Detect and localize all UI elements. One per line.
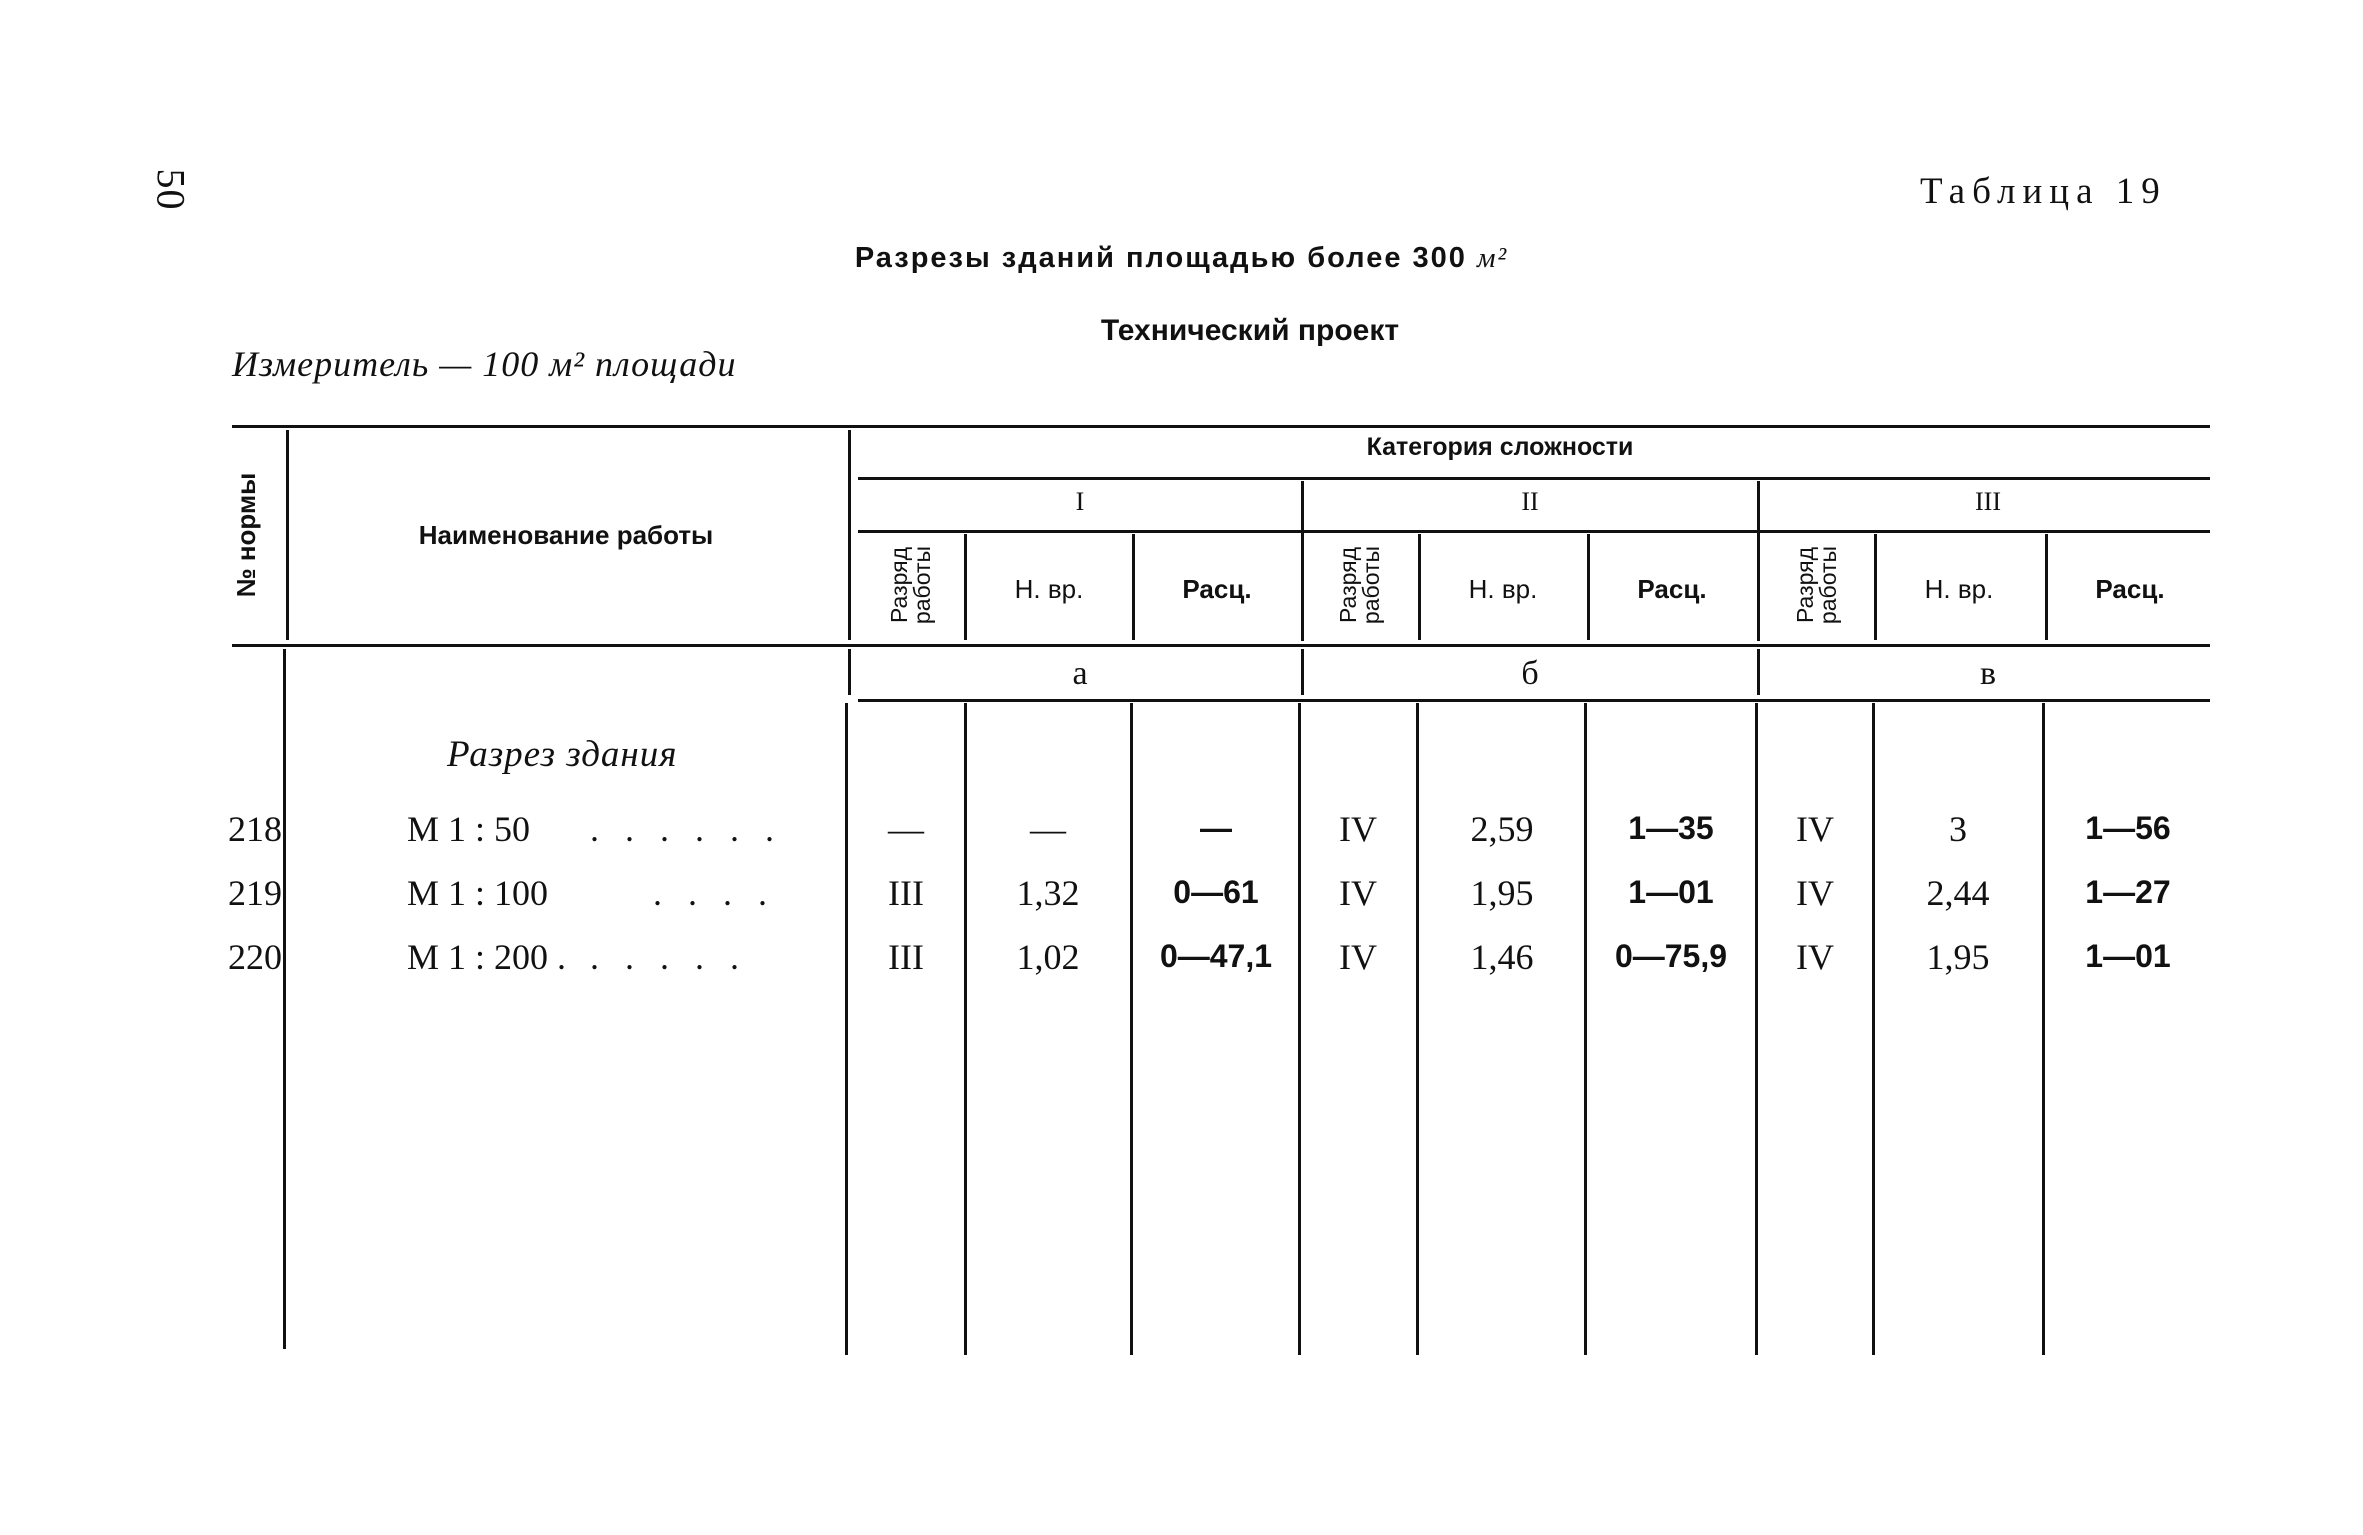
body-divider — [845, 703, 848, 1355]
group-header-3: III — [1975, 487, 2001, 516]
grade-cell: — — [888, 809, 924, 849]
norm-number: 220 — [228, 937, 282, 977]
work-name: М 1 : 100 — [407, 873, 549, 913]
group-header-2: II — [1521, 487, 1539, 516]
table-title — [0, 242, 2363, 275]
grade-header: Разряд работы — [1335, 545, 1384, 625]
rate-cell: 1—27 — [2085, 874, 2171, 910]
rate-cell: 0—47,1 — [1159, 938, 1273, 974]
rate-header: Расц. — [2095, 574, 2165, 604]
time-cell: — — [1030, 809, 1066, 849]
time-cell: 3 — [1949, 809, 1967, 849]
letter-divider — [1301, 649, 1304, 695]
table-top-rule — [232, 425, 2210, 428]
sub-divider — [1132, 534, 1135, 640]
rate-header: Расц. — [1637, 574, 1707, 604]
time-cell: 1,46 — [1470, 937, 1534, 977]
groups-rule — [858, 530, 2210, 533]
body-divider — [1755, 703, 1758, 1355]
time-cell: 1,95 — [1470, 873, 1534, 913]
title-unit: м² — [1476, 242, 1509, 274]
leader-dots: .... — [653, 873, 793, 913]
body-divider — [283, 649, 286, 1349]
subtitle: Технический проект — [1100, 314, 1400, 347]
time-cell: 1,95 — [1926, 937, 1990, 977]
body-divider — [1130, 703, 1133, 1355]
sub-divider — [1418, 534, 1421, 640]
rate-cell: 1—01 — [2085, 938, 2171, 974]
work-name: М 1 : 50 — [407, 809, 531, 849]
rate-cell: 1—35 — [1628, 810, 1714, 846]
category-rule — [858, 477, 2210, 480]
col-divider-norm — [286, 430, 289, 640]
letters-rule — [858, 699, 2210, 702]
time-cell: 1,32 — [1016, 873, 1080, 913]
grade-cell: III — [888, 937, 924, 977]
unit-note: Измеритель — 100 м² площади — [232, 344, 737, 384]
group-divider-1 — [1301, 481, 1304, 641]
work-name-header: Наименование работы — [418, 520, 714, 550]
grade-cell: IV — [1796, 937, 1834, 977]
time-cell: 2,59 — [1470, 809, 1534, 849]
time-header: Н. вр. — [1468, 574, 1538, 604]
time-cell: 1,02 — [1016, 937, 1080, 977]
body-divider — [964, 703, 967, 1355]
body-divider — [1298, 703, 1301, 1355]
letter-v: в — [1979, 655, 1997, 692]
letter-a: а — [1072, 655, 1088, 692]
body-divider — [1584, 703, 1587, 1355]
sub-divider — [964, 534, 967, 640]
norm-number: 219 — [228, 873, 282, 913]
norm-number-header: № нормы — [231, 472, 261, 598]
title-text: Разрезы зданий площадью более 300 — [854, 242, 1467, 274]
work-name: М 1 : 200 . — [407, 937, 567, 977]
body-divider — [1416, 703, 1419, 1355]
norm-number: 218 — [228, 809, 282, 849]
grade-header: Разряд работы — [886, 545, 935, 625]
grade-cell: IV — [1339, 873, 1377, 913]
page-number: 50 — [148, 168, 194, 211]
sub-divider — [1587, 534, 1590, 640]
body-divider — [1872, 703, 1875, 1355]
group-header-1: I — [1075, 487, 1085, 516]
sub-divider — [1874, 534, 1877, 640]
rate-cell: 1—01 — [1628, 874, 1714, 910]
section-title: Разрез здания — [447, 734, 678, 775]
time-header: Н. вр. — [1014, 574, 1084, 604]
sub-divider — [2045, 534, 2048, 640]
header-bottom-rule — [232, 644, 2210, 647]
grade-cell: IV — [1339, 937, 1377, 977]
letter-divider — [848, 649, 851, 695]
leader-dots: ...... — [590, 809, 800, 849]
grade-cell: IV — [1339, 809, 1377, 849]
letter-divider — [1757, 649, 1760, 695]
leader-dots: ..... — [590, 937, 765, 977]
rate-header: Расц. — [1182, 574, 1252, 604]
grade-cell: IV — [1796, 809, 1834, 849]
category-header: Категория сложности — [1366, 433, 1634, 461]
rate-cell: 0—61 — [1173, 874, 1259, 910]
table-label: Таблица 19 — [1920, 171, 2167, 212]
time-header: Н. вр. — [1924, 574, 1994, 604]
time-cell: 2,44 — [1926, 873, 1990, 913]
rate-cell: 1—56 — [2085, 810, 2171, 846]
rate-cell: 0—75,9 — [1614, 938, 1728, 974]
rate-cell: — — [1200, 810, 1232, 846]
grade-header: Разряд работы — [1792, 545, 1841, 625]
grade-cell: IV — [1796, 873, 1834, 913]
group-divider-2 — [1757, 481, 1760, 641]
letter-b: б — [1521, 655, 1539, 692]
col-divider-name — [848, 430, 851, 640]
grade-cell: III — [888, 873, 924, 913]
body-divider — [2042, 703, 2045, 1355]
